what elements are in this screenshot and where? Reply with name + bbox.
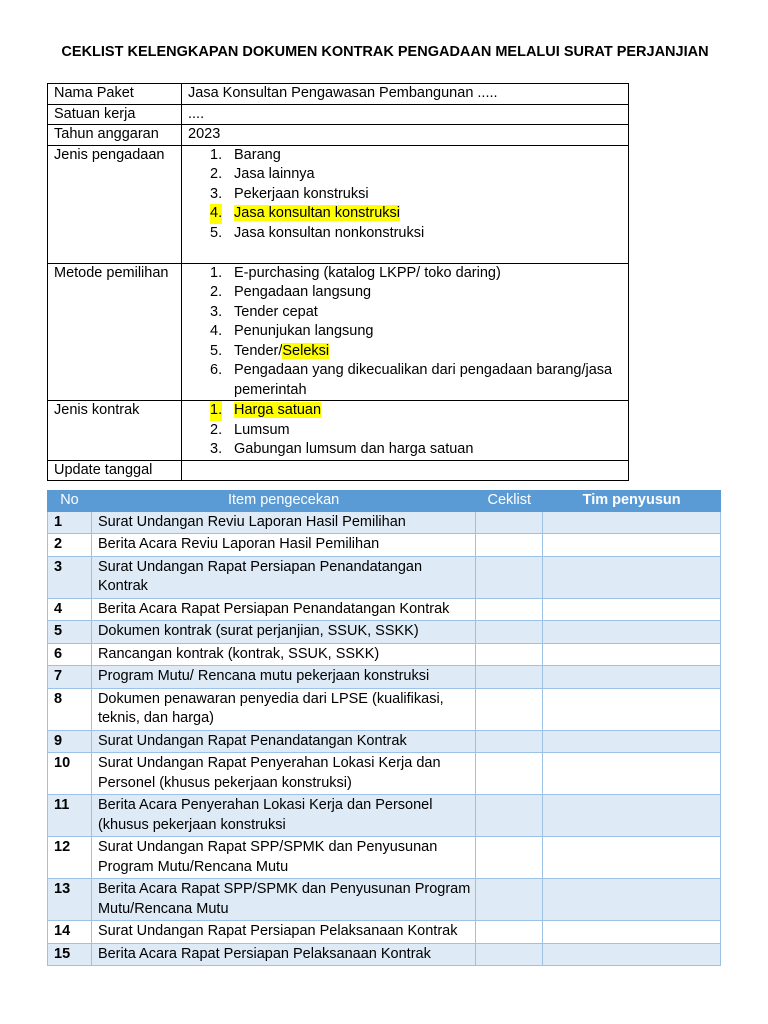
row-item: Surat Undangan Rapat Persiapan Pelaksanaan Kontrak (91, 921, 475, 944)
checklist-row (48, 511, 721, 534)
options-jenis-pengadaan (182, 145, 629, 263)
row-number: 13 (48, 879, 92, 921)
option-item: 2. Lumsum (210, 421, 290, 438)
row-number: 6 (48, 643, 92, 666)
option-item: 6. Pengadaan yang dikecualikan dari pengadaan barang/jasa pemerintah (210, 362, 613, 398)
ceklist-cell[interactable] (476, 643, 543, 666)
checklist-row (48, 534, 721, 557)
row-number: 4 (48, 598, 92, 621)
ceklist-cell[interactable] (476, 730, 543, 753)
checklist-row (48, 943, 721, 966)
row-number: 1 (48, 511, 92, 534)
row-item: Rancangan kontrak (kontrak, SSUK, SSKK) (91, 643, 475, 666)
row-metode-pemilihan (48, 263, 629, 401)
option-item: 4. Penunjukan langsung (210, 323, 374, 339)
option-item-selected: 4. Jasa konsultan konstruksi (188, 204, 622, 224)
ceklist-cell[interactable] (476, 534, 543, 557)
tim-penyusun-cell[interactable] (543, 730, 721, 753)
tim-penyusun-cell[interactable] (543, 921, 721, 944)
row-number: 11 (48, 795, 92, 837)
option-item: 5. Jasa konsultan nonkonstruksi (210, 224, 425, 241)
checklist-row (48, 643, 721, 666)
tim-penyusun-cell[interactable] (543, 943, 721, 966)
row-item: Surat Undangan Rapat Penandatangan Kontrak (91, 730, 475, 753)
ceklist-cell[interactable] (476, 753, 543, 795)
row-number: 12 (48, 837, 92, 879)
checklist-row (48, 666, 721, 689)
row-tahun-anggaran (48, 125, 629, 146)
tim-penyusun-cell[interactable] (543, 621, 721, 644)
ceklist-cell[interactable] (476, 598, 543, 621)
tim-penyusun-cell[interactable] (543, 534, 721, 557)
label-jenis-kontrak: Jenis kontrak (48, 401, 182, 461)
row-item: Dokumen kontrak (surat perjanjian, SSUK, SSKK) (91, 621, 475, 644)
option-item-selected: 5. Tender/Seleksi (210, 342, 330, 359)
checklist-row (48, 598, 721, 621)
checklist-row (48, 753, 721, 795)
row-number: 8 (48, 688, 92, 730)
label-metode-pemilihan: Metode pemilihan (48, 263, 182, 401)
checklist-row (48, 621, 721, 644)
tim-penyusun-cell[interactable] (543, 795, 721, 837)
value-nama-paket: Jasa Konsultan Pengawasan Pembangunan ..... (182, 84, 629, 105)
row-item: Berita Acara Rapat SPP/SPMK dan Penyusunan Program Mutu/Rencana Mutu (91, 879, 475, 921)
tim-penyusun-cell[interactable] (543, 753, 721, 795)
ceklist-cell[interactable] (476, 943, 543, 966)
row-item: Program Mutu/ Rencana mutu pekerjaan konstruksi (91, 666, 475, 689)
option-item: 1. E-purchasing (katalog LKPP/ toko daring) (210, 264, 501, 281)
row-item: Surat Undangan Rapat SPP/SPMK dan Penyusunan Program Mutu/Rencana Mutu (91, 837, 475, 879)
row-item: Surat Undangan Rapat Persiapan Penandatangan Kontrak (91, 556, 475, 598)
row-number: 14 (48, 921, 92, 944)
value-satuan-kerja: .... (182, 104, 629, 125)
row-nama-paket (48, 84, 629, 105)
row-number: 3 (48, 556, 92, 598)
row-satuan-kerja (48, 104, 629, 125)
row-item: Dokumen penawaran penyedia dari LPSE (kualifikasi, teknis, dan harga) (91, 688, 475, 730)
ceklist-cell[interactable] (476, 666, 543, 689)
ceklist-cell[interactable] (476, 621, 543, 644)
option-item: 1. Barang (210, 146, 281, 163)
checklist-row (48, 879, 721, 921)
option-item: 2. Pengadaan langsung (210, 284, 372, 300)
header-tim-penyusun: Tim penyusun (543, 491, 721, 512)
tim-penyusun-cell[interactable] (543, 556, 721, 598)
ceklist-cell[interactable] (476, 511, 543, 534)
value-update-tanggal (182, 460, 629, 481)
checklist-body (48, 511, 721, 966)
ceklist-cell[interactable] (476, 795, 543, 837)
checklist-header-row (48, 491, 721, 512)
option-item: 2. Jasa lainnya (210, 166, 315, 182)
checklist-row (48, 730, 721, 753)
label-update-tanggal: Update tanggal (48, 460, 182, 481)
tim-penyusun-cell[interactable] (543, 879, 721, 921)
options-jenis-kontrak (182, 401, 629, 461)
document-title: CEKLIST KELENGKAPAN DOKUMEN KONTRAK PENGADAAN MELALUI SURAT PERJANJIAN (61, 44, 709, 60)
row-item: Berita Acara Reviu Laporan Hasil Pemilihan (91, 534, 475, 557)
tim-penyusun-cell[interactable] (543, 643, 721, 666)
ceklist-cell[interactable] (476, 879, 543, 921)
option-item: 3. Gabungan lumsum dan harga satuan (210, 441, 474, 457)
value-tahun-anggaran: 2023 (182, 125, 629, 146)
row-number: 15 (48, 943, 92, 966)
ceklist-cell[interactable] (476, 556, 543, 598)
row-number: 10 (48, 753, 92, 795)
label-jenis-pengadaan: Jenis pengadaan (48, 145, 182, 263)
option-item: 3. Tender cepat (210, 303, 318, 320)
row-jenis-kontrak (48, 401, 629, 461)
checklist-row (48, 795, 721, 837)
row-item: Surat Undangan Reviu Laporan Hasil Pemilihan (91, 511, 475, 534)
label-tahun-anggaran: Tahun anggaran (48, 125, 182, 146)
ceklist-cell[interactable] (476, 837, 543, 879)
options-metode-pemilihan (182, 263, 629, 401)
tim-penyusun-cell[interactable] (543, 598, 721, 621)
checklist-table (47, 490, 721, 966)
tim-penyusun-cell[interactable] (543, 511, 721, 534)
tim-penyusun-cell[interactable] (543, 837, 721, 879)
row-number: 5 (48, 621, 92, 644)
row-item: Berita Acara Penyerahan Lokasi Kerja dan Personel (khusus pekerjaan konstruksi (91, 795, 475, 837)
checklist-row (48, 556, 721, 598)
checklist-row (48, 837, 721, 879)
info-table (47, 83, 629, 481)
header-item: Item pengecekan (91, 491, 475, 512)
row-jenis-pengadaan (48, 145, 629, 263)
row-item: Berita Acara Rapat Persiapan Penandatangan Kontrak (91, 598, 475, 621)
ceklist-cell[interactable] (476, 921, 543, 944)
header-no: No (48, 491, 92, 512)
row-number: 9 (48, 730, 92, 753)
label-nama-paket: Nama Paket (48, 84, 182, 105)
ceklist-cell[interactable] (476, 688, 543, 730)
row-number: 7 (48, 666, 92, 689)
header-ceklist: Ceklist (476, 491, 543, 512)
checklist-row (48, 921, 721, 944)
label-satuan-kerja: Satuan kerja (48, 104, 182, 125)
checklist-row (48, 688, 721, 730)
option-item-selected: 1. Harga satuan (188, 401, 622, 421)
option-item: 3. Pekerjaan konstruksi (210, 185, 369, 202)
row-item: Berita Acara Rapat Persiapan Pelaksanaan Kontrak (91, 943, 475, 966)
row-update-tanggal (48, 460, 629, 481)
row-number: 2 (48, 534, 92, 557)
tim-penyusun-cell[interactable] (543, 688, 721, 730)
tim-penyusun-cell[interactable] (543, 666, 721, 689)
row-item: Surat Undangan Rapat Penyerahan Lokasi Kerja dan Personel (khusus pekerjaan konstruksi) (91, 753, 475, 795)
